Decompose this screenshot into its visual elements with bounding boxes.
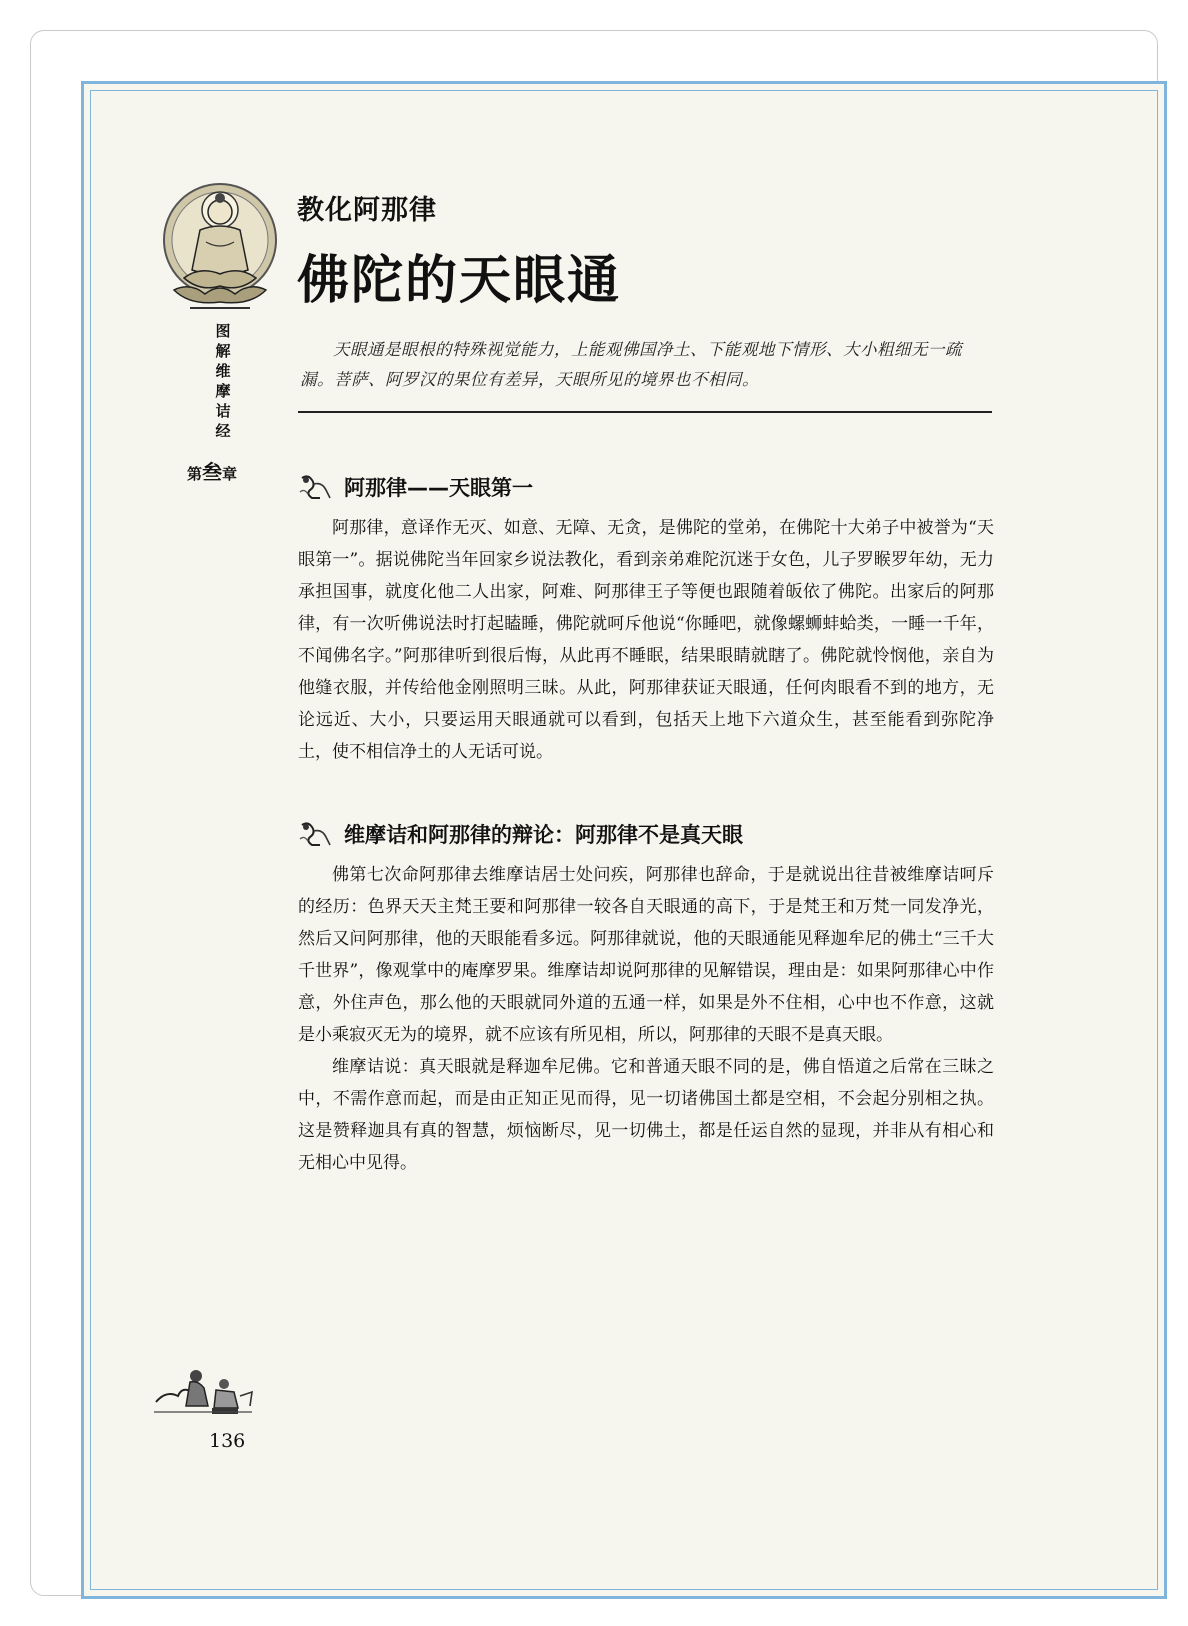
page-card [30,30,1158,1596]
section-kicker: 教化阿那律 [297,195,437,226]
book-title-char: 经 [215,422,231,440]
page-title: 佛陀的天眼通 [297,250,622,311]
section-heading-text: 阿那律——天眼第一 [344,476,533,500]
page-number: 136 [209,1430,246,1452]
chapter-prefix: 第 [187,465,203,483]
book-title-char: 图 [215,322,231,340]
body-paragraph: 阿那律，意译作无灭、如意、无障、无贪，是佛陀的堂弟，在佛陀十大弟子中被誉为“天眼第一”。据说佛陀当年回家乡说法教化，看到亲弟难陀沉迷于女色，儿子罗睺罗年幼，无力承担国事，就度化他二人出家，阿难、阿那律王子等便也跟随着皈依了佛陀。出家后的阿那律，有一次听佛说法时打起瞌睡，佛陀就呵斥他说“你睡吧，就像螺蛳蚌蛤类，一睡一千年，不闻佛名字。”阿那律听到很后悔，从此再不睡眠，结果眼睛就瞎了。佛陀就怜悯他，亲自为他缝衣服，并传给他金刚照明三昧。从此，阿那律获证天眼通，任何肉眼看不到的地方，无论远近、大小，只要运用天眼通就可以看到，包括天上地下六道众生，甚至能看到弥陀净土，使不相信净土的人无话可说。 [298,518,994,762]
chapter-label [187,456,237,485]
section-heading-2 [298,819,743,849]
intro-paragraph: 天眼通是眼根的特殊视觉能力，上能观佛国净土、下能观地下情形、大小粗细无一疏漏。菩萨、阿罗汉的果位有差异，天眼所见的境界也不相同。 [300,340,962,389]
section-body-1 [298,512,994,768]
body-paragraph: 维摩诘说：真天眼就是释迦牟尼佛。它和普通天眼不同的是，佛自悟道之后常在三昧之中，不需作意而起，而是由正知正见而得，见一切诸佛国土都是空相，不会起分别相之执。这是赞释迦具有真的智慧，烦恼断尽，见一切佛土，都是任运自然的显现，并非从有相心和无相心中见得。 [298,1057,994,1173]
book-page [81,81,1167,1599]
section-heading-1 [298,472,533,502]
arhat-figure-icon [298,472,334,502]
arhat-figure-icon [298,819,334,849]
divider [298,411,992,413]
book-title-char: 诘 [215,402,231,420]
body-paragraph: 佛第七次命阿那律去维摩诘居士处问疾，阿那律也辞命，于是就说出往昔被维摩诘呵斥的经历：色界天天主梵王要和阿那律一较各自天眼通的高下，于是梵王和万梵一同发净光，然后又问阿那律，他的天眼能看多远。阿那律就说，他的天眼通能见释迦牟尼的佛土“三千大千世界”，像观掌中的庵摩罗果。维摩诘却说阿那律的见解错误，理由是：如果阿那律心中作意，外住声色，那么他的天眼就同外道的五通一样，如果是外不住相，心中也不作意，这就是小乘寂灭无为的境界，就不应该有所见相，所以，阿那律的天眼不是真天眼。 [298,865,994,1045]
book-title-char: 解 [215,342,231,360]
chapter-suffix: 章 [222,465,238,483]
section-body-2 [298,859,994,1179]
book-title-char: 摩 [215,382,231,400]
monks-illustration-icon [152,1362,256,1418]
book-title-char: 维 [215,362,231,380]
buddha-emblem-icon [160,170,280,320]
section-heading-text: 维摩诘和阿那律的辩论：阿那律不是真天眼 [344,823,743,847]
chapter-number: 叁 [202,460,223,484]
book-title-vertical [211,321,235,441]
